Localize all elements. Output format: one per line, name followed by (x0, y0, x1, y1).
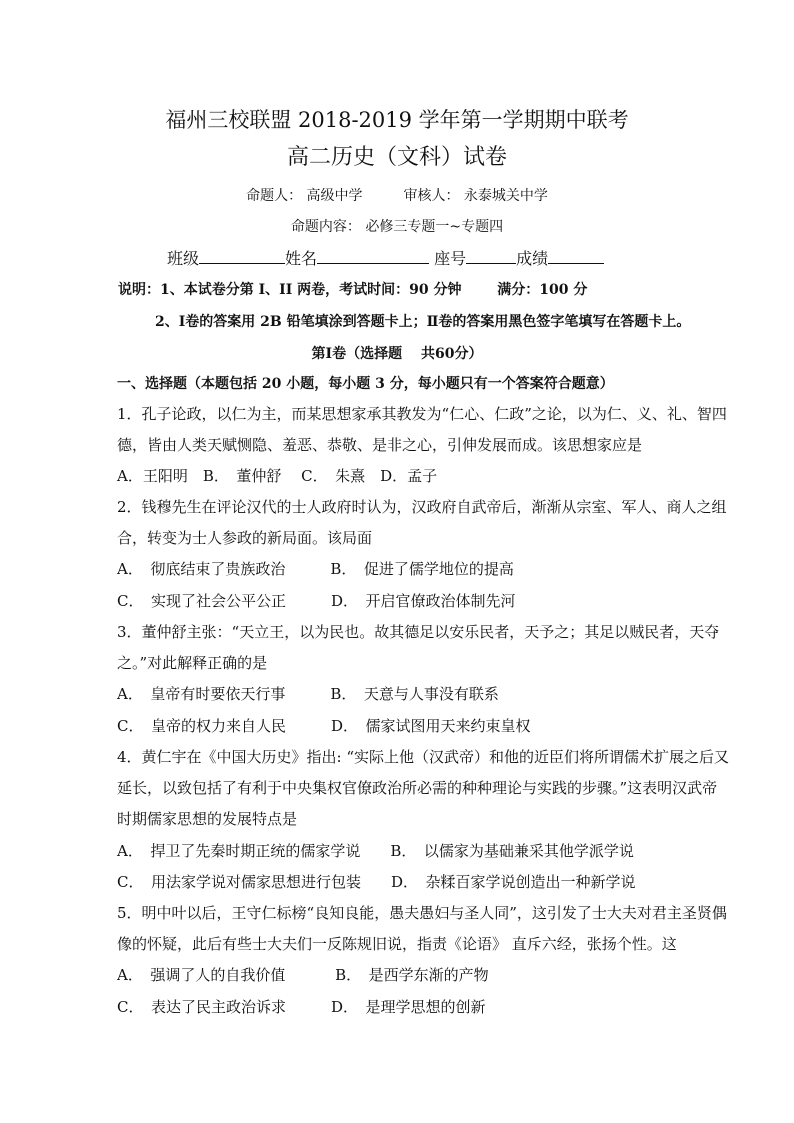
instructions-line-1 (118, 280, 587, 300)
setter-value: 高级中学 (306, 188, 363, 204)
section-title: 第Ⅰ卷（选择题 共60分） (311, 346, 483, 362)
content-scope: 命题内容： 必修三专题一~专题四 (290, 219, 504, 235)
instructions-line-2: 2、Ⅰ卷的答案用 2B 铅笔填涂到答题卡上；Ⅱ卷的答案用黑色签字笔填写在答题卡上。 (155, 314, 691, 330)
student-info-row (167, 247, 604, 270)
question-1-line-2: 德，皆由人类天赋恻隐、羞恶、恭敬、是非之心，引伸发展而成。该思想家应是 (117, 436, 643, 454)
class-label: 班级 (167, 249, 200, 268)
question-5-options-cd: C． 表达了民主政治诉求 D． 是理学思想的创新 (117, 998, 486, 1016)
seat-label: 座号 (434, 249, 467, 268)
reviewer-value: 永泰城关中学 (463, 188, 548, 204)
instructions-time: 说明：1、本试卷分第 I、II 两卷，考试时间：90 分钟 (118, 282, 462, 298)
question-4-line-2: 延长，以致包括了有利于中央集权官僚政治所必需的种种理论与实践的步骤。”这表明汉武帝 (117, 779, 718, 797)
question-4-options-ab: A． 捍卫了先秦时期正统的儒家学说 B． 以儒家为基础兼采其他学派学说 (117, 842, 634, 860)
name-field[interactable] (317, 247, 429, 264)
reviewer-label: 审核人： (403, 188, 460, 204)
question-5-line-1: 5．明中叶以后，王守仁标榜“良知良能，愚夫愚妇与圣人同”，这引发了士大夫对君主圣贤偶 (117, 904, 727, 922)
setter-reviewer-line (0, 187, 794, 205)
question-2-line-1: 2．钱穆先生在评论汉代的士人政府时认为，汉政府自武帝后，渐渐从宗室、军人、商人之组 (117, 498, 727, 516)
question-3-options-ab: A． 皇帝有时要依天行事 B． 天意与人事没有联系 (117, 685, 499, 703)
question-3-line-2: 之。”对此解释正确的是 (117, 654, 268, 672)
question-5-options-ab: A． 强调了人的自我价值 B． 是西学东渐的产物 (117, 966, 489, 984)
exam-subtitle: 高二历史（文科）试卷 (286, 145, 507, 170)
question-3-line-1: 3．董仲舒主张：“天立王，以为民也。故其德足以安乐民者，天予之；其足以贼民者，天夺 (117, 623, 720, 641)
question-5-line-2: 像的怀疑，此后有些士大夫们一反陈规旧说，指责《论语》 直斥六经，张扬个性。这 (117, 935, 677, 953)
question-4-options-cd: C． 用法家学说对儒家思想进行包装 D． 杂糅百家学说创造出一种新学说 (117, 873, 636, 891)
question-4-line-3: 时期儒家思想的发展特点是 (117, 810, 298, 828)
question-2-options-ab: A． 彻底结束了贵族政治 B． 促进了儒学地位的提高 (117, 560, 514, 578)
score-field[interactable] (548, 247, 604, 264)
part-heading: 一、选择题（本题包括 20 小题，每小题 3 分，每小题只有一个答案符合题意） (117, 376, 614, 392)
score-label: 成绩 (516, 249, 549, 268)
instructions-score: 满分：100 分 (497, 282, 588, 298)
setter-label: 命题人： (246, 188, 303, 204)
question-2-line-2: 合，转变为士人参政的新局面。该局面 (117, 529, 373, 547)
exam-title: 福州三校联盟 2018-2019 学年第一学期期中联考 (165, 108, 629, 132)
question-3-options-cd: C． 皇帝的权力来自人民 D． 儒家试图用天来约束皇权 (117, 717, 531, 735)
seat-field[interactable] (466, 247, 516, 264)
name-label: 姓名 (285, 249, 318, 268)
question-1-line-1: 1．孔子论政，以仁为主，而某思想家承其教发为“仁心、仁政”之论，以为仁、义、礼、智四 (117, 405, 727, 423)
class-field[interactable] (199, 247, 285, 264)
question-1-options: A．王阳明 B． 董仲舒 C． 朱熹 D．孟子 (117, 467, 438, 485)
question-2-options-cd: C． 实现了社会公平公正 D． 开启官僚政治体制先河 (117, 592, 516, 610)
question-4-line-1: 4．黄仁宇在《中国大历史》指出: “实际上他（汉武帝）和他的近臣们将所谓儒术扩展之后又 (117, 748, 730, 766)
